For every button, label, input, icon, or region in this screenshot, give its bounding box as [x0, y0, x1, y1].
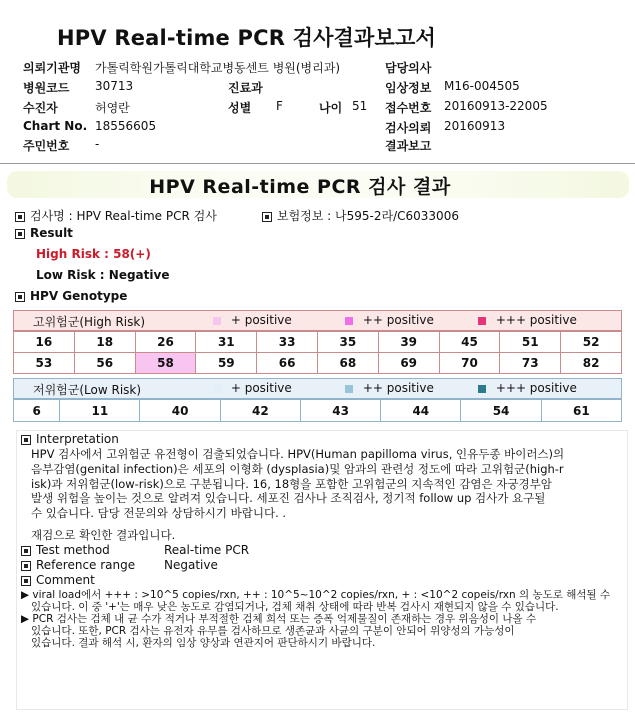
resident-no-value: - — [95, 137, 100, 151]
high-risk-label: 고위험군(High Risk) — [33, 315, 145, 329]
genotype-cell: 16 — [14, 332, 75, 353]
institution-value: 가톨릭학원가톨릭대학교병동센트 병원(병리과) — [95, 61, 341, 75]
genotype-cell: 45 — [439, 332, 500, 353]
interpretation-line: 발생 위험을 높이는 것으로 알려져 있습니다. 세포진 검사나 조직검사, 정기적 follow up 검사가 요구될 — [31, 491, 546, 506]
hr-legend-3 — [478, 313, 577, 327]
hr-legend-1-text: + positive — [230, 313, 292, 327]
genotype-cell: 43 — [300, 400, 380, 422]
gender-value: F — [276, 99, 283, 113]
low-risk-label: 저위험군(Low Risk) — [33, 383, 142, 397]
genotype-cell: 51 — [500, 332, 561, 353]
hr-legend-3-text: +++ positive — [495, 313, 577, 327]
comment-line: 있습니다. 또한, PCR 검사는 유전자 유무를 검사하므로 생존균과 사균의 구분이 안되어 위양성의 가능성이 — [31, 625, 515, 638]
comment-label: Comment — [36, 573, 95, 587]
clinical-info-value: M16-004505 — [444, 79, 520, 93]
request-date-value: 20160913 — [444, 119, 506, 133]
hr-legend-2 — [345, 313, 434, 327]
hr-legend-1 — [213, 313, 292, 327]
hospital-code-label: 병원코드 — [23, 81, 70, 95]
report-title: HPV Real-time PCR 검사결과보고서 — [57, 26, 436, 50]
recheck-note: 재검으로 확인한 결과입니다. — [31, 528, 176, 542]
checkbox-icon — [15, 212, 25, 222]
receipt-no-value: 20160913-22005 — [444, 99, 548, 113]
patient-value: 허영란 — [95, 101, 130, 115]
legend-swatch-icon — [345, 317, 353, 325]
genotype-cell: 61 — [541, 400, 621, 422]
lr-legend-2 — [345, 381, 434, 395]
interpretation-heading — [21, 432, 119, 446]
comment-1 — [21, 589, 610, 613]
genotype-cell: 40 — [140, 400, 220, 422]
genotype-cell: 33 — [257, 332, 318, 353]
checkbox-icon — [262, 212, 272, 222]
table-row — [14, 353, 622, 374]
legend-swatch-icon — [213, 385, 221, 393]
genotype-cell: 59 — [196, 353, 257, 374]
genotype-cell: 18 — [74, 332, 135, 353]
high-risk-table — [13, 331, 622, 374]
checkbox-icon — [21, 576, 31, 586]
lr-legend-2-text: ++ positive — [362, 381, 434, 395]
bullet-arrow-icon: ▶ — [21, 589, 30, 601]
genotype-cell: 42 — [220, 400, 300, 422]
chart-no-label: Chart No. — [23, 119, 88, 133]
lr-legend-1 — [213, 381, 292, 395]
reference-range-row — [21, 558, 135, 572]
checkbox-icon — [21, 546, 31, 556]
comment-line: 있습니다. 결과 해석 시, 환자의 임상 양상과 연관지어 판단하시기 바랍니다. — [31, 637, 376, 650]
interpretation-line: 음부감염(genital infection)은 세포의 이형화 (dysplasia)및 암과의 관련성 정도에 따라 고위험군(high-r — [31, 461, 564, 476]
gender-label: 성별 — [228, 101, 252, 115]
doctor-label: 담당의사 — [385, 61, 432, 75]
age-label: 나이 — [319, 101, 343, 115]
clinical-info-label: 임상정보 — [385, 81, 432, 95]
table-row — [14, 400, 622, 422]
genotype-cell: 68 — [317, 353, 378, 374]
receipt-no-label: 접수번호 — [385, 101, 432, 115]
genotype-cell: 52 — [561, 332, 622, 353]
genotype-cell: 26 — [135, 332, 196, 353]
low-risk-table — [13, 399, 622, 422]
genotype-cell: 69 — [378, 353, 439, 374]
low-risk-result: Low Risk : Negative — [36, 268, 170, 282]
genotype-cell: 31 — [196, 332, 257, 353]
result-banner-title: HPV Real-time PCR 검사 결과 — [149, 176, 451, 198]
genotype-cell: 6 — [14, 400, 60, 422]
test-name-text: 검사명 : HPV Real-time PCR 검사 — [30, 209, 217, 223]
header-divider — [0, 163, 635, 164]
interpretation-line: HPV 검사에서 고위험군 유전형이 검출되었습니다. HPV(Human papilloma virus, 인유두종 바이러스)의 — [31, 447, 565, 461]
comment-line: viral load에서 +++ : >10^5 copies/rxn, ++ : 10^5~10^2 copies/rxn, + : <10^2 copeis/rxn 의 농도로 해석될 수 — [32, 589, 611, 601]
legend-swatch-icon — [345, 385, 353, 393]
result-heading-text: Result — [30, 226, 73, 240]
patient-label: 수진자 — [23, 101, 58, 115]
genotype-cell: 11 — [60, 400, 140, 422]
dept-label: 진료과 — [228, 81, 263, 95]
lr-legend-1-text: + positive — [230, 381, 292, 395]
reference-range-value: Negative — [164, 558, 218, 572]
checkbox-icon — [21, 435, 31, 445]
hr-legend-2-text: ++ positive — [362, 313, 434, 327]
bullet-arrow-icon: ▶ — [21, 613, 30, 625]
report-date-label: 결과보고 — [385, 139, 432, 153]
legend-swatch-icon — [478, 317, 486, 325]
request-date-label: 검사의뢰 — [385, 121, 432, 135]
age-value: 51 — [352, 99, 368, 113]
test-method-row — [21, 543, 110, 557]
insurance-text: 보험정보 : 나595-2라/C6033006 — [277, 209, 459, 223]
genotype-cell: 44 — [381, 400, 461, 422]
reference-range-label: Reference range — [36, 558, 136, 572]
table-row — [14, 332, 622, 353]
high-risk-result: High Risk : 58(+) — [36, 247, 151, 261]
genotype-cell: 35 — [317, 332, 378, 353]
chart-no-value: 18556605 — [95, 119, 157, 133]
comment-line: 있습니다. 이 중 '+'는 매우 낮은 농도로 감염되거나, 검체 채취 상태에 따라 반복 검사시 재현되지 않을 수 있습니다. — [31, 601, 559, 614]
test-method-label: Test method — [36, 543, 110, 557]
institution-label: 의뢰기관명 — [23, 61, 81, 75]
test-method-value: Real-time PCR — [164, 543, 250, 557]
insurance-row — [262, 207, 459, 224]
lr-legend-3-text: +++ positive — [495, 381, 577, 395]
interpretation-heading-text: Interpretation — [36, 432, 119, 446]
genotype-heading-text: HPV Genotype — [30, 289, 128, 303]
result-heading — [15, 226, 73, 240]
comment-row — [21, 573, 95, 587]
checkbox-icon — [15, 292, 25, 302]
genotype-cell: 66 — [257, 353, 318, 374]
interpretation-line: isk)과 저위험군(low-risk)으로 구분됩니다. 16, 18형을 포함한 고위험군의 지속적인 감염은 자궁경부암 — [31, 476, 552, 491]
genotype-cell: 39 — [378, 332, 439, 353]
hospital-code-value: 30713 — [95, 79, 134, 93]
genotype-cell: 54 — [461, 400, 541, 422]
lr-legend-3 — [478, 381, 577, 395]
genotype-cell: 53 — [14, 353, 75, 374]
genotype-cell: 70 — [439, 353, 500, 374]
legend-swatch-icon — [213, 317, 221, 325]
genotype-cell: 56 — [74, 353, 135, 374]
genotype-cell-positive: 58 — [135, 353, 196, 374]
genotype-heading — [15, 289, 127, 303]
legend-swatch-icon — [478, 385, 486, 393]
comment-2 — [21, 613, 536, 650]
test-name-row — [15, 207, 217, 224]
resident-no-label: 주민번호 — [23, 139, 70, 153]
genotype-cell: 82 — [561, 353, 622, 374]
comment-line: PCR 검사는 검체 내 균 수가 적거나 부적절한 검체 희석 또는 증폭 억제물질이 존재하는 경우 위음성이 나올 수 — [32, 613, 537, 625]
checkbox-icon — [15, 229, 25, 239]
genotype-cell: 73 — [500, 353, 561, 374]
interpretation-line: 수 있습니다. 담당 전문의와 상담하시기 바랍니다. . — [31, 506, 287, 521]
checkbox-icon — [21, 561, 31, 571]
interpretation-body — [31, 447, 564, 521]
